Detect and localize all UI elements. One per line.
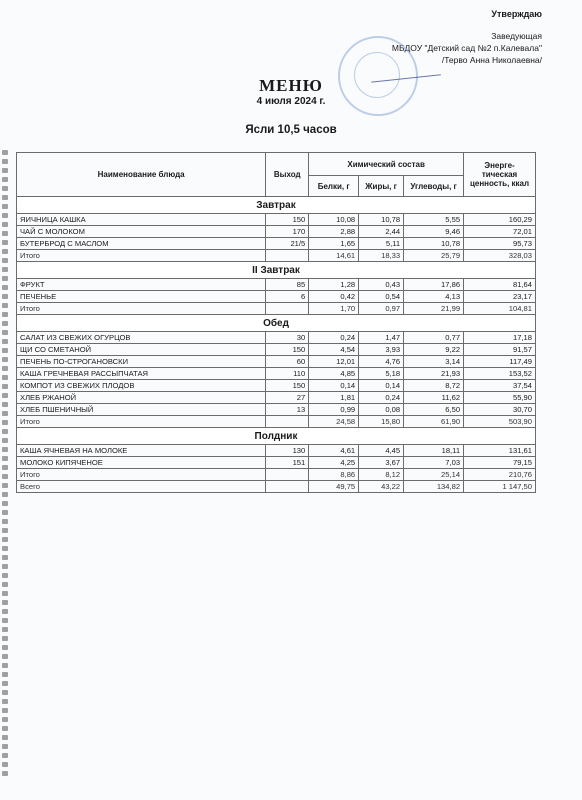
dish-carbs: 0,77 [404,332,464,344]
dish-fat: 1,47 [359,332,404,344]
dish-name: КАША ЯЧНЕВАЯ НА МОЛОКЕ [17,445,266,457]
dish-carbs: 7,03 [404,457,464,469]
table-row [17,445,536,457]
dish-protein: 0,42 [309,291,359,303]
section-title: Полдник [17,428,536,445]
section-header-row [17,262,536,279]
dish-protein: 0,99 [309,404,359,416]
dish-name: МОЛОКО КИПЯЧЕНОЕ [17,457,266,469]
total-label: Итого [17,303,266,315]
total-row [17,416,536,428]
table-row [17,279,536,291]
header-carbs: Углеводы, г [404,176,464,197]
grand-total-row [17,481,536,493]
dish-carbs: 6,50 [404,404,464,416]
section-title: Обед [17,315,536,332]
dish-protein: 0,14 [309,380,359,392]
dish-protein: 0,24 [309,332,359,344]
dish-carbs: 18,11 [404,445,464,457]
total-energy: 328,03 [464,250,536,262]
dish-protein: 4,25 [309,457,359,469]
dish-protein: 10,08 [309,214,359,226]
dish-protein: 1,28 [309,279,359,291]
dish-energy: 81,64 [464,279,536,291]
dish-name: ЯИЧНИЦА КАШКА [17,214,266,226]
total-row [17,303,536,315]
dish-name: ПЕЧЕНЬЕ [17,291,266,303]
dish-energy: 55,90 [464,392,536,404]
dish-output: 150 [266,344,309,356]
total-output [266,416,309,428]
dish-energy: 17,18 [464,332,536,344]
table-row [17,238,536,250]
table-row [17,214,536,226]
total-energy: 503,90 [464,416,536,428]
dish-name: ХЛЕБ ПШЕНИЧНЫЙ [17,404,266,416]
total-label: Итого [17,416,266,428]
dish-name: КОМПОТ ИЗ СВЕЖИХ ПЛОДОВ [17,380,266,392]
dish-name: БУТЕРБРОД С МАСЛОМ [17,238,266,250]
section-header-row [17,428,536,445]
approver-position: Заведующая [491,31,542,41]
dish-name: ЧАЙ С МОЛОКОМ [17,226,266,238]
section-title: Завтрак [17,197,536,214]
dish-fat: 0,14 [359,380,404,392]
dish-energy: 153,52 [464,368,536,380]
total-fat: 18,33 [359,250,404,262]
dish-carbs: 10,78 [404,238,464,250]
dish-protein: 4,61 [309,445,359,457]
dish-fat: 0,54 [359,291,404,303]
dish-energy: 79,15 [464,457,536,469]
section-title: II Завтрак [17,262,536,279]
dish-fat: 5,11 [359,238,404,250]
approver-organization: МБДОУ "Детский сад №2 п.Калевала" [391,43,542,53]
dish-protein: 12,01 [309,356,359,368]
dish-fat: 4,76 [359,356,404,368]
dish-carbs: 9,22 [404,344,464,356]
header-output: Выход [266,153,309,197]
dish-protein: 1,65 [309,238,359,250]
dish-name: ХЛЕБ РЖАНОЙ [17,392,266,404]
dish-output: 6 [266,291,309,303]
dish-carbs: 17,86 [404,279,464,291]
dish-fat: 4,45 [359,445,404,457]
total-row [17,469,536,481]
dish-name: ПЕЧЕНЬ ПО-СТРОГАНОВСКИ [17,356,266,368]
grand-total-carbs: 134,82 [404,481,464,493]
dish-output: 27 [266,392,309,404]
dish-energy: 91,57 [464,344,536,356]
total-protein: 8,86 [309,469,359,481]
dish-fat: 3,67 [359,457,404,469]
header-energy: Энерге-тическая ценность, ккал [464,153,536,197]
dish-carbs: 9,46 [404,226,464,238]
dish-protein: 2,88 [309,226,359,238]
total-output [266,469,309,481]
total-carbs: 25,14 [404,469,464,481]
dish-energy: 160,29 [464,214,536,226]
table-row [17,356,536,368]
binder-holes [0,150,10,800]
dish-name: САЛАТ ИЗ СВЕЖИХ ОГУРЦОВ [17,332,266,344]
dish-protein: 1,81 [309,392,359,404]
dish-carbs: 11,62 [404,392,464,404]
dish-output: 13 [266,404,309,416]
dish-energy: 131,61 [464,445,536,457]
dish-energy: 37,54 [464,380,536,392]
table-row [17,344,536,356]
total-output [266,250,309,262]
table-row [17,368,536,380]
table-row [17,291,536,303]
dish-name: КАША ГРЕЧНЕВАЯ РАССЫПЧАТАЯ [17,368,266,380]
total-protein: 24,58 [309,416,359,428]
total-carbs: 61,90 [404,416,464,428]
total-fat: 15,80 [359,416,404,428]
dish-energy: 23,17 [464,291,536,303]
grand-total-label: Всего [17,481,266,493]
table-row [17,404,536,416]
dish-carbs: 4,13 [404,291,464,303]
dish-fat: 10,78 [359,214,404,226]
approver-name: /Терво Анна Николаевна/ [441,55,542,65]
dish-fat: 0,08 [359,404,404,416]
menu-table [16,152,536,493]
dish-energy: 95,73 [464,238,536,250]
page-title: МЕНЮ [259,76,323,95]
grand-total-energy: 1 147,50 [464,481,536,493]
dish-output: 130 [266,445,309,457]
dish-output: 150 [266,214,309,226]
section-header-row [17,197,536,214]
table-row [17,380,536,392]
dish-output: 60 [266,356,309,368]
total-fat: 8,12 [359,469,404,481]
table-row [17,332,536,344]
section-header-row [17,315,536,332]
dish-energy: 30,70 [464,404,536,416]
total-energy: 104,81 [464,303,536,315]
header-dish-name: Наименование блюда [17,153,266,197]
table-row [17,457,536,469]
dish-output: 170 [266,226,309,238]
header-fat: Жиры, г [359,176,404,197]
total-label: Итого [17,250,266,262]
header-chemical: Химический состав [309,153,464,176]
dish-output: 30 [266,332,309,344]
dish-carbs: 8,72 [404,380,464,392]
dish-fat: 5,18 [359,368,404,380]
dish-carbs: 3,14 [404,356,464,368]
grand-total-protein: 49,75 [309,481,359,493]
dish-output: 85 [266,279,309,291]
total-protein: 1,70 [309,303,359,315]
total-energy: 210,76 [464,469,536,481]
dish-name: ЩИ СО СМЕТАНОЙ [17,344,266,356]
grand-total-output [266,481,309,493]
dish-output: 150 [266,380,309,392]
total-protein: 14,61 [309,250,359,262]
total-output [266,303,309,315]
dish-fat: 3,93 [359,344,404,356]
group-name: Ясли 10,5 часов [245,124,337,136]
dish-carbs: 21,93 [404,368,464,380]
header-protein: Белки, г [309,176,359,197]
dish-name: ФРУКТ [17,279,266,291]
total-fat: 0,97 [359,303,404,315]
table-row [17,226,536,238]
dish-output: 21/5 [266,238,309,250]
dish-protein: 4,85 [309,368,359,380]
dish-fat: 0,24 [359,392,404,404]
approve-label: Утверждаю [491,9,542,19]
dish-output: 110 [266,368,309,380]
total-label: Итого [17,469,266,481]
dish-carbs: 5,55 [404,214,464,226]
total-carbs: 25,79 [404,250,464,262]
total-carbs: 21,99 [404,303,464,315]
dish-energy: 117,49 [464,356,536,368]
table-row [17,392,536,404]
dish-output: 151 [266,457,309,469]
dish-fat: 2,44 [359,226,404,238]
dish-energy: 72,01 [464,226,536,238]
dish-protein: 4,54 [309,344,359,356]
grand-total-fat: 43,22 [359,481,404,493]
menu-date: 4 июля 2024 г. [256,96,326,107]
dish-fat: 0,43 [359,279,404,291]
total-row [17,250,536,262]
